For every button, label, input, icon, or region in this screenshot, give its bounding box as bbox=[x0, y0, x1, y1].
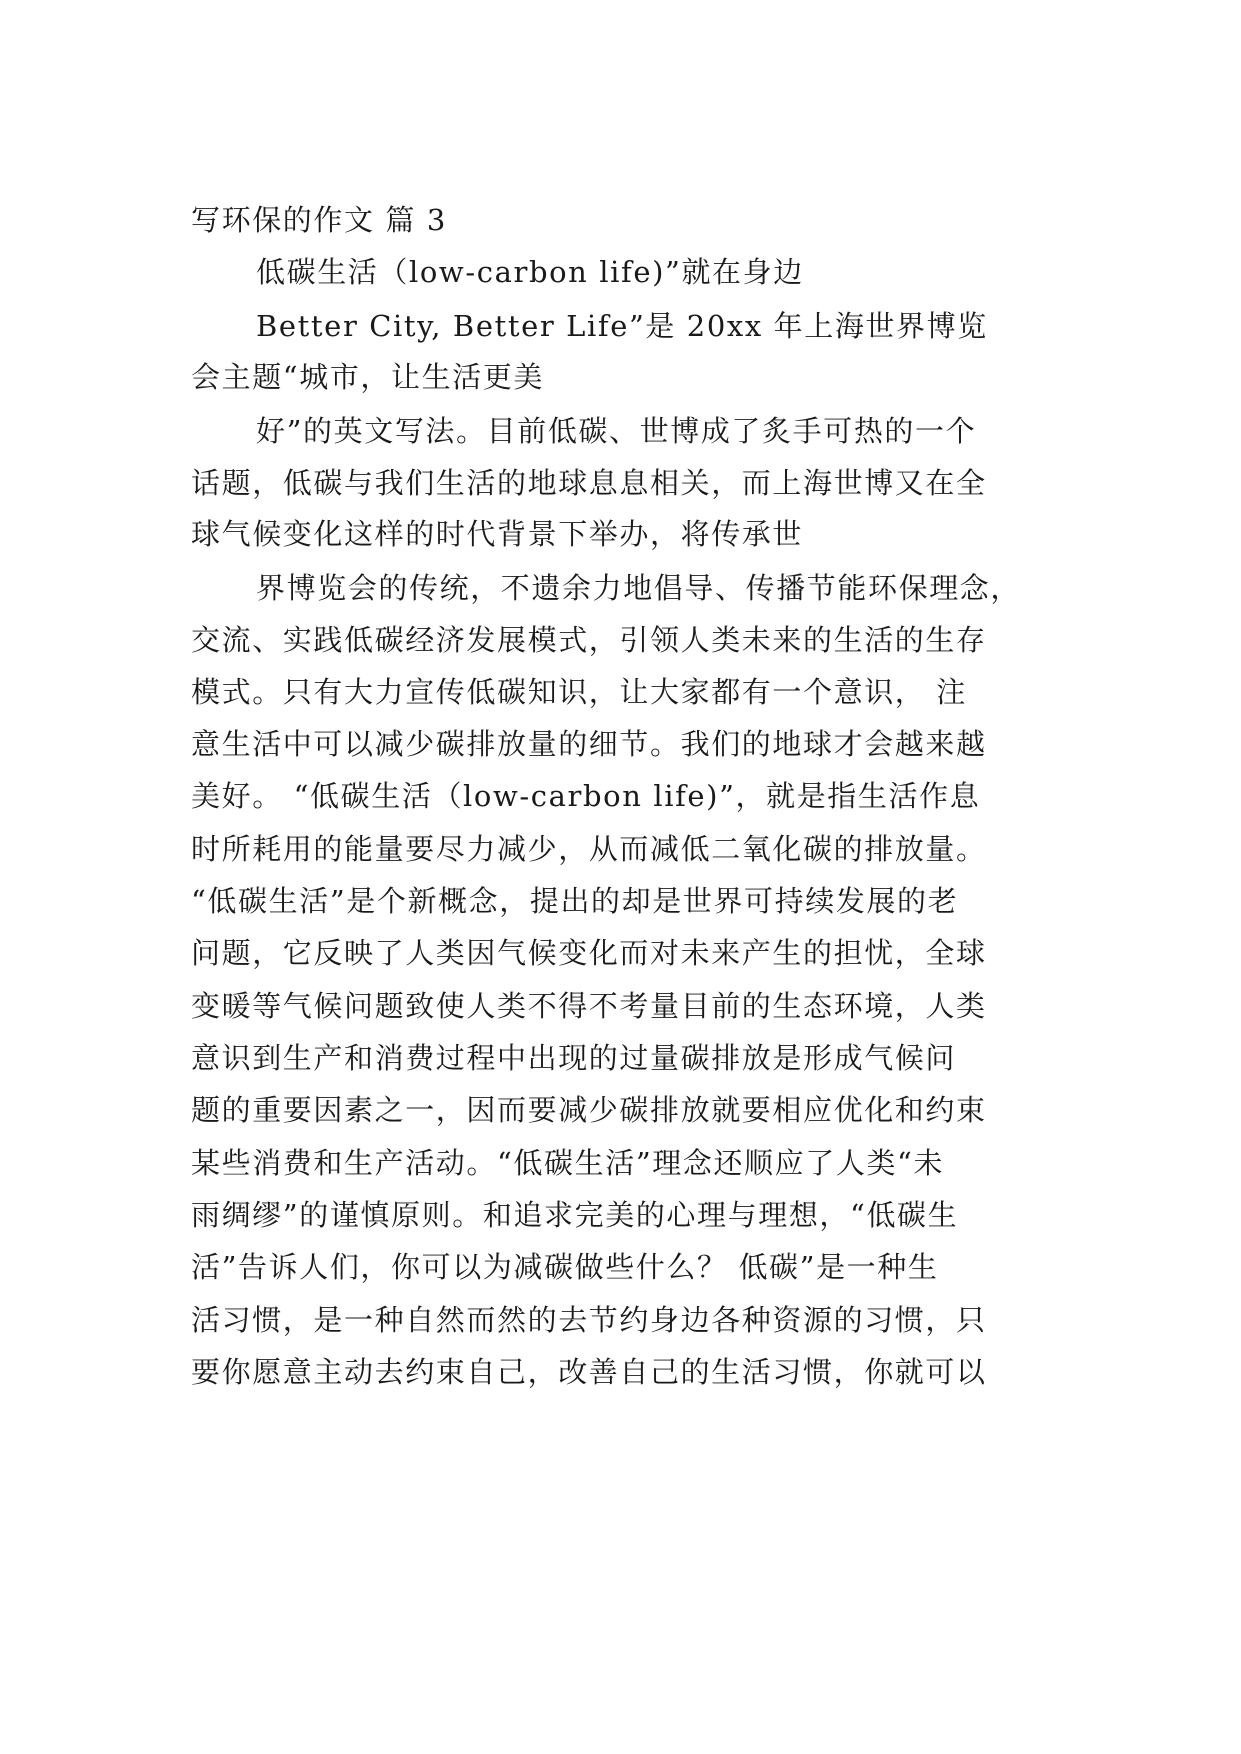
essay-title: 低碳生活（low-carbon life)”就在身边 bbox=[256, 255, 804, 289]
text-line: “低碳生活”是个新概念，提出的却是世界可持续发展的老 bbox=[191, 884, 959, 918]
text-line: 雨绸缪”的谨慎原则。和追求完美的心理与理想，“低碳生 bbox=[191, 1198, 959, 1232]
text-line: 活习惯，是一种自然而然的去节约身边各种资源的习惯，只 bbox=[191, 1303, 987, 1337]
section-heading: 写环保的作文 篇 3 bbox=[191, 203, 447, 237]
text-line: 某些消费和生产活动。“低碳生活”理念还顺应了人类“未 bbox=[191, 1146, 945, 1180]
text-line: 美好。 “低碳生活（low-carbon life)”，就是指生活作息 bbox=[191, 779, 981, 813]
text-line: 问题，它反映了人类因气候变化而对未来产生的担忧，全球 bbox=[191, 936, 987, 970]
text-line: 活”告诉人们，你可以为减碳做些什么？ 低碳”是一种生 bbox=[191, 1250, 939, 1284]
text-line: 意生活中可以减少碳排放量的细节。我们的地球才会越来越 bbox=[191, 727, 987, 761]
text-line: 变暖等气候问题致使人类不得不考量目前的生态环境，人类 bbox=[191, 989, 987, 1023]
text-line: 意识到生产和消费过程中出现的过量碳排放是形成气候问 bbox=[191, 1041, 957, 1075]
text-line: 球气候变化这样的时代背景下举办，将传承世 bbox=[191, 517, 804, 551]
text-line: 交流、实践低碳经济发展模式，引领人类未来的生活的生存 bbox=[191, 623, 987, 657]
text-line: 话题，低碳与我们生活的地球息息相关，而上海世博又在全 bbox=[191, 466, 987, 500]
text-line: 好”的英文写法。目前低碳、世博成了炙手可热的一个 bbox=[256, 414, 977, 448]
text-line: 时所耗用的能量要尽力减少，从而减低二氧化碳的排放量。 bbox=[191, 832, 987, 866]
text-line: 会主题“城市，让生活更美 bbox=[191, 360, 545, 394]
text-line: Better City, Better Life”是 20xx 年上海世界博览 bbox=[256, 309, 988, 343]
text-line: 模式。只有大力宣传低碳知识，让大家都有一个意识， 注 bbox=[191, 675, 967, 709]
text-line: 界博览会的传统，不遗余力地倡导、传播节能环保理念， bbox=[256, 571, 1022, 605]
text-line: 要你愿意主动去约束自己，改善自己的生活习惯，你就可以 bbox=[191, 1355, 987, 1389]
text-line: 题的重要因素之一，因而要减少碳排放就要相应优化和约束 bbox=[191, 1093, 987, 1127]
